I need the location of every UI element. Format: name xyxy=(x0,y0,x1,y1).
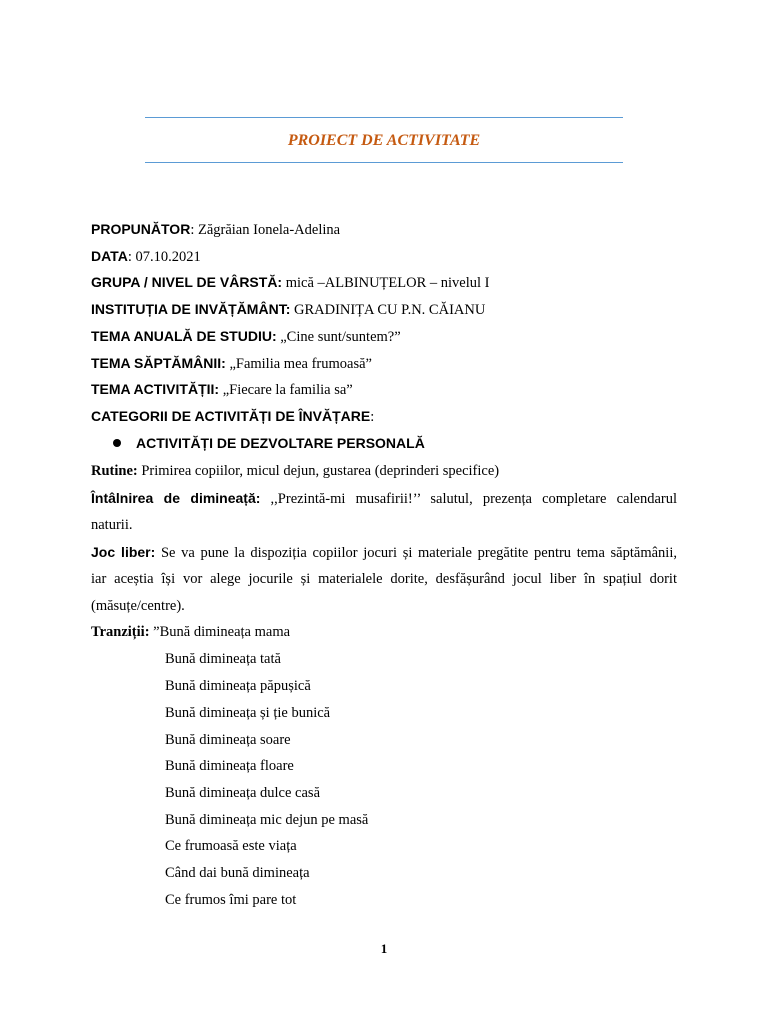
poem-line: Bună dimineața dulce casă xyxy=(165,785,321,801)
intalnirea-label: Întâlnirea de dimineață: xyxy=(91,490,261,506)
bullet-icon xyxy=(113,439,121,447)
joc-liber-line-2: iar aceștia își vor alege jocurile și materialele dorite, desfășurând jocul liber în spațiul dorit xyxy=(91,571,677,587)
field-label: PROPUNĂTOR xyxy=(91,221,191,237)
field-tema-activitatii xyxy=(91,379,677,400)
field-value: „Fiecare la familia sa” xyxy=(219,382,353,398)
joc-liber-line-1 xyxy=(91,542,677,563)
field-grupa xyxy=(91,272,677,293)
intalnirea-text: ,,Prezintă-mi musafirii!’’ salutul, prezența completare calendarul xyxy=(260,491,677,507)
joc-liber-text: Se va pune la dispoziția copiilor jocuri și materiale pregătite pentru tema săptămânii, xyxy=(155,545,677,561)
poem-line: Bună dimineața mic dejun pe masă xyxy=(165,812,369,828)
field-value: „Familia mea frumoasă” xyxy=(225,356,372,372)
field-label: TEMA ANUALĂ DE STUDIU: xyxy=(91,328,277,344)
poem-line: Bună dimineața păpușică xyxy=(165,678,311,694)
field-label: DATA xyxy=(91,248,128,264)
field-value: : Zăgrăian Ionela-Adelina xyxy=(190,222,341,238)
field-label: TEMA SĂPTĂMÂNII: xyxy=(91,355,226,371)
rutine-paragraph xyxy=(91,461,677,481)
page-number: 1 xyxy=(380,941,388,956)
field-tema-saptamanii xyxy=(91,353,677,374)
poem-line: Ce frumoasă este viața xyxy=(165,838,297,854)
title-rule-bottom xyxy=(145,162,623,163)
bullet-heading xyxy=(136,433,676,454)
poem-line: Când dai bună dimineața xyxy=(165,865,310,881)
field-value: mică –ALBINUȚELOR – nivelul I xyxy=(282,275,490,291)
poem-line: Bună dimineața și ție bunică xyxy=(165,705,331,721)
field-value: „Cine sunt/suntem?” xyxy=(276,329,401,345)
intalnirea-line-1 xyxy=(91,488,677,509)
poem-line: Bună dimineața floare xyxy=(165,758,294,774)
rutine-label: Rutine: xyxy=(91,463,138,479)
field-label: INSTITUȚIA DE INVĂȚĂMÂNT: xyxy=(91,301,291,317)
field-categorii xyxy=(91,406,677,427)
tranzitii-paragraph xyxy=(91,622,677,642)
joc-liber-label: Joc liber: xyxy=(91,544,156,560)
intalnirea-line-2: naturii. xyxy=(91,517,133,533)
field-colon: : xyxy=(370,409,375,425)
tranzitii-first-line: ”Bună dimineața mama xyxy=(149,624,291,640)
joc-liber-line-3: (măsuțe/centre). xyxy=(91,598,185,614)
field-propunator xyxy=(91,219,677,240)
tranzitii-label: Tranziții: xyxy=(91,624,150,640)
bullet-heading-text: ACTIVITĂȚI DE DEZVOLTARE PERSONALĂ xyxy=(136,435,425,451)
field-tema-anuala xyxy=(91,326,677,347)
field-data xyxy=(91,246,677,267)
poem-line: Ce frumos îmi pare tot xyxy=(165,892,297,908)
poem-line: Bună dimineața tată xyxy=(165,651,281,667)
title-rule-top xyxy=(145,117,623,118)
field-label: GRUPA / NIVEL DE VÂRSTĂ: xyxy=(91,274,283,290)
field-institutia xyxy=(91,299,677,320)
field-label: TEMA ACTIVITĂȚII: xyxy=(91,381,220,397)
document-title: PROIECT DE ACTIVITATE xyxy=(287,132,481,149)
field-value: : 07.10.2021 xyxy=(127,249,201,265)
field-label: CATEGORII DE ACTIVITĂȚI DE ÎNVĂȚARE xyxy=(91,408,371,424)
poem-line: Bună dimineața soare xyxy=(165,732,291,748)
field-value: GRADINIȚA CU P.N. CĂIANU xyxy=(290,302,486,318)
rutine-text: Primirea copiilor, micul dejun, gustarea (deprinderi specifice) xyxy=(137,463,500,479)
